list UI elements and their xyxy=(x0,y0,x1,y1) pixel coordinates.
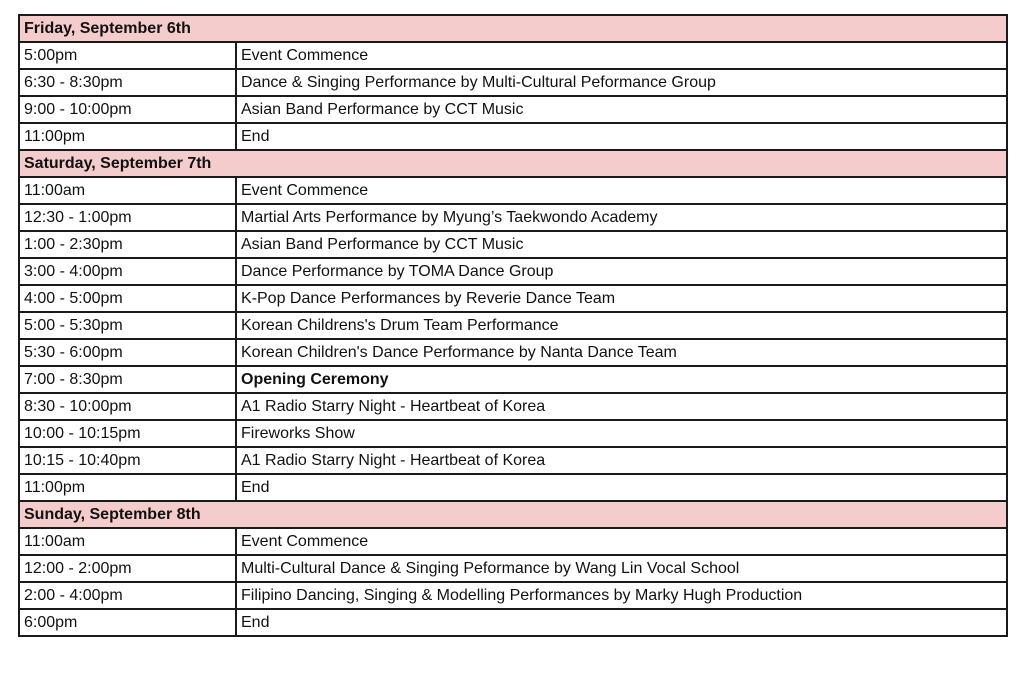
event-cell: A1 Radio Starry Night - Heartbeat of Korea xyxy=(236,447,1007,474)
event-cell: Asian Band Performance by CCT Music xyxy=(236,231,1007,258)
event-cell: End xyxy=(236,474,1007,501)
table-row xyxy=(19,69,1007,96)
event-cell: Opening Ceremony xyxy=(236,366,1007,393)
table-row xyxy=(19,528,1007,555)
event-cell: Fireworks Show xyxy=(236,420,1007,447)
time-cell: 11:00pm xyxy=(19,474,236,501)
schedule-container xyxy=(18,14,1006,637)
event-cell: Asian Band Performance by CCT Music xyxy=(236,96,1007,123)
table-row xyxy=(19,285,1007,312)
table-row xyxy=(19,123,1007,150)
event-cell: Filipino Dancing, Singing & Modelling Performances by Marky Hugh Production xyxy=(236,582,1007,609)
event-cell: Martial Arts Performance by Myung’s Taekwondo Academy xyxy=(236,204,1007,231)
time-cell: 12:30 - 1:00pm xyxy=(19,204,236,231)
table-row xyxy=(19,339,1007,366)
event-cell: Event Commence xyxy=(236,42,1007,69)
time-cell: 3:00 - 4:00pm xyxy=(19,258,236,285)
table-row xyxy=(19,366,1007,393)
day-header-row xyxy=(19,15,1007,42)
time-cell: 11:00am xyxy=(19,528,236,555)
time-cell: 6:00pm xyxy=(19,609,236,636)
event-cell: Dance & Singing Performance by Multi-Cultural Peformance Group xyxy=(236,69,1007,96)
time-cell: 8:30 - 10:00pm xyxy=(19,393,236,420)
event-cell: Dance Performance by TOMA Dance Group xyxy=(236,258,1007,285)
day-header-row xyxy=(19,150,1007,177)
event-cell: A1 Radio Starry Night - Heartbeat of Korea xyxy=(236,393,1007,420)
time-cell: 12:00 - 2:00pm xyxy=(19,555,236,582)
table-row xyxy=(19,312,1007,339)
table-row xyxy=(19,582,1007,609)
table-row xyxy=(19,420,1007,447)
event-cell: Korean Childrens's Drum Team Performance xyxy=(236,312,1007,339)
time-cell: 6:30 - 8:30pm xyxy=(19,69,236,96)
day-title: Saturday, September 7th xyxy=(19,150,1007,177)
time-cell: 7:00 - 8:30pm xyxy=(19,366,236,393)
time-cell: 11:00am xyxy=(19,177,236,204)
event-schedule-table xyxy=(18,14,1008,637)
time-cell: 2:00 - 4:00pm xyxy=(19,582,236,609)
table-row xyxy=(19,231,1007,258)
time-cell: 5:30 - 6:00pm xyxy=(19,339,236,366)
day-title: Friday, September 6th xyxy=(19,15,1007,42)
event-cell: End xyxy=(236,609,1007,636)
table-row xyxy=(19,393,1007,420)
table-row xyxy=(19,609,1007,636)
time-cell: 9:00 - 10:00pm xyxy=(19,96,236,123)
table-row xyxy=(19,177,1007,204)
event-cell: Korean Children's Dance Performance by Nanta Dance Team xyxy=(236,339,1007,366)
table-row xyxy=(19,96,1007,123)
day-header-row xyxy=(19,501,1007,528)
event-cell: Event Commence xyxy=(236,177,1007,204)
time-cell: 11:00pm xyxy=(19,123,236,150)
time-cell: 10:00 - 10:15pm xyxy=(19,420,236,447)
table-row xyxy=(19,555,1007,582)
table-row xyxy=(19,258,1007,285)
time-cell: 1:00 - 2:30pm xyxy=(19,231,236,258)
event-cell: Multi-Cultural Dance & Singing Peformance by Wang Lin Vocal School xyxy=(236,555,1007,582)
day-title: Sunday, September 8th xyxy=(19,501,1007,528)
schedule-body xyxy=(19,15,1007,636)
event-cell: Event Commence xyxy=(236,528,1007,555)
time-cell: 10:15 - 10:40pm xyxy=(19,447,236,474)
table-row xyxy=(19,204,1007,231)
time-cell: 5:00 - 5:30pm xyxy=(19,312,236,339)
event-cell: End xyxy=(236,123,1007,150)
table-row xyxy=(19,447,1007,474)
table-row xyxy=(19,42,1007,69)
table-row xyxy=(19,474,1007,501)
time-cell: 4:00 - 5:00pm xyxy=(19,285,236,312)
event-cell: K-Pop Dance Performances by Reverie Dance Team xyxy=(236,285,1007,312)
time-cell: 5:00pm xyxy=(19,42,236,69)
